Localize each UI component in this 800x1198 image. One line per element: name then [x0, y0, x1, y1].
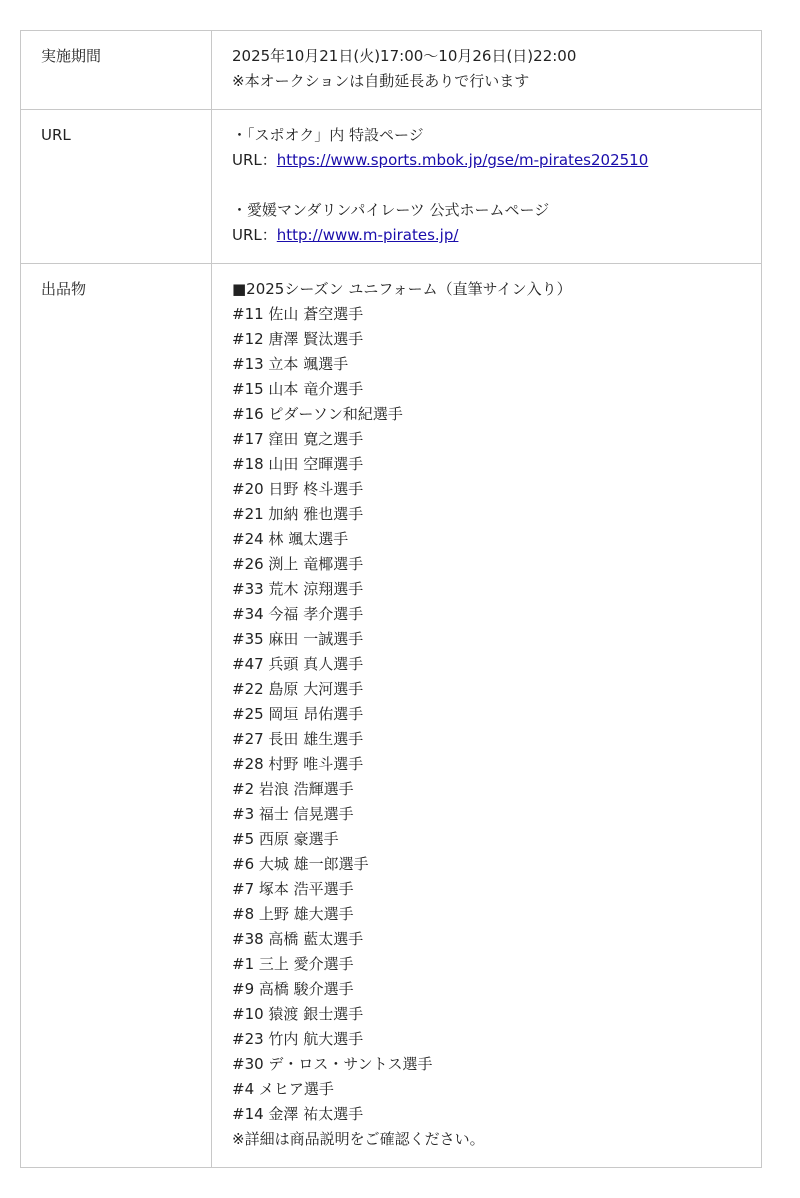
player-item: #16 ピダーソン和紀選手	[232, 405, 403, 423]
player-item: #17 窪田 寛之選手	[232, 430, 364, 448]
player-item: #8 上野 雄大選手	[232, 905, 354, 923]
player-item: #2 岩浪 浩輝選手	[232, 780, 354, 798]
items-note: ※詳細は商品説明をご確認ください。	[232, 1130, 485, 1148]
items-heading: ■2025シーズン ユニフォーム（直筆サイン入り）	[232, 280, 572, 298]
player-item: #22 島原 大河選手	[232, 680, 364, 698]
auction-info	[20, 30, 762, 1168]
player-item: #27 長田 雄生選手	[232, 730, 364, 748]
official-site-link[interactable]: http://www.m-pirates.jp/	[276, 226, 459, 244]
player-item: #10 猿渡 銀士選手	[232, 1005, 364, 1023]
player-item: #6 大城 雄一郎選手	[232, 855, 369, 873]
official-site-url-line	[232, 223, 751, 248]
player-item: #25 岡垣 昂佑選手	[232, 705, 364, 723]
official-site-title: ・愛媛マンダリンパイレーツ 公式ホームページ	[232, 201, 550, 219]
player-item: #5 西原 豪選手	[232, 830, 339, 848]
items-value	[212, 264, 762, 1168]
player-item: #18 山田 空暉選手	[232, 455, 364, 473]
player-item: #34 今福 孝介選手	[232, 605, 364, 623]
items-row	[21, 264, 762, 1168]
player-item: #15 山本 竜介選手	[232, 380, 364, 398]
player-item: #3 福士 信晃選手	[232, 805, 354, 823]
player-item: #24 林 颯太選手	[232, 530, 349, 548]
player-item: #11 佐山 蒼空選手	[232, 305, 364, 323]
special-page-title: ・「スポオク」内 特設ページ	[232, 126, 424, 144]
url-value	[212, 110, 762, 264]
player-item: #7 塚本 浩平選手	[232, 880, 354, 898]
player-item: #4 メヒア選手	[232, 1080, 334, 1098]
spacer	[232, 173, 751, 198]
player-item: #12 唐澤 賢汰選手	[232, 330, 364, 348]
url-prefix: URL：	[232, 151, 277, 169]
url-row	[21, 110, 762, 264]
url-label: URL	[21, 110, 212, 264]
player-item: #28 村野 唯斗選手	[232, 755, 364, 773]
period-value	[212, 31, 762, 110]
player-item: #14 金澤 祐太選手	[232, 1105, 364, 1123]
player-item: #23 竹内 航大選手	[232, 1030, 364, 1048]
special-page-url-line	[232, 148, 751, 173]
player-item: #9 高橋 駿介選手	[232, 980, 354, 998]
player-item: #26 渕上 竜椰選手	[232, 555, 364, 573]
period-row	[21, 31, 762, 110]
player-list	[232, 302, 751, 1127]
period-extension-note: ※本オークションは自動延長ありで行います	[232, 72, 530, 90]
player-item: #13 立本 颯選手	[232, 355, 349, 373]
period-label: 実施期間	[21, 31, 212, 110]
auction-info-table	[20, 30, 762, 1168]
period-dates: 2025年10月21日(火)17:00〜10月26日(日)22:00	[232, 47, 577, 65]
player-item: #20 日野 柊斗選手	[232, 480, 364, 498]
player-item: #47 兵頭 真人選手	[232, 655, 364, 673]
player-item: #33 荒木 涼翔選手	[232, 580, 364, 598]
special-page-link[interactable]: https://www.sports.mbok.jp/gse/m-pirates202510	[276, 151, 649, 169]
player-item: #1 三上 愛介選手	[232, 955, 354, 973]
player-item: #30 デ・ロス・サントス選手	[232, 1055, 433, 1073]
player-item: #35 麻田 一誠選手	[232, 630, 364, 648]
url-prefix: URL：	[232, 226, 277, 244]
player-item: #21 加納 雅也選手	[232, 505, 364, 523]
items-label: 出品物	[21, 264, 212, 1168]
player-item: #38 高橋 藍太選手	[232, 930, 364, 948]
